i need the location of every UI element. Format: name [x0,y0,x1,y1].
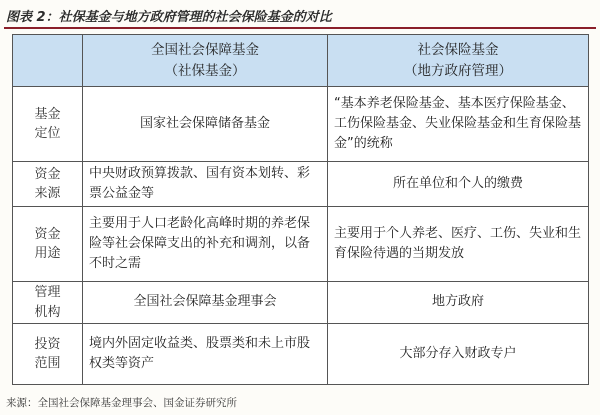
cell-funding-source-col1: 中央财政预算拨款、国有资本划转、彩票公益金等 [83,162,328,207]
cell-funding-source-col2: 所在单位和个人的缴费 [328,162,589,207]
cell-positioning-col2: “基本养老保险基金、基本医疗保险基金、工伤保险基金、失业保险基金和生育保险基金”的统称 [328,87,589,162]
figure-caption: 图表 2：社保基金与地方政府管理的社会保险基金的对比 [6,10,332,25]
cell-fund-usage-col2: 主要用于个人养老、医疗、工伤、失业和生育保险待遇的当期发放 [328,207,589,282]
cell-positioning-col1: 国家社会保障储备基金 [83,87,328,162]
cell-fund-usage-col1: 主要用于人口老龄化高峰时期的养老保险等社会保障支出的补充和调剂，以备不时之需 [83,207,328,282]
row-label-positioning: 基金定位 [13,87,83,162]
row-label-fund-usage: 资金用途 [13,207,83,282]
row-label-investment-scope: 投资范围 [13,324,83,385]
header-col2-subtitle: （地方政府管理） [404,62,512,79]
header-social-security-fund [83,35,328,87]
caption-rule [4,27,596,29]
row-label-funding-source: 资金来源 [13,162,83,207]
cell-investment-scope-col1: 境内外固定收益类、股票类和未上市股权类等资产 [83,324,328,385]
table-corner-cell [13,35,83,87]
header-col1-title: 全国社会保障基金 [151,42,259,59]
header-social-insurance-fund [328,35,589,87]
header-col2-title: 社会保险基金 [417,42,499,59]
cell-management-col2: 地方政府 [328,282,589,324]
header-col1-subtitle: （社保基金） [164,62,246,79]
cell-management-col1: 全国社会保障基金理事会 [83,282,328,324]
row-label-management: 管理机构 [13,282,83,324]
cell-investment-scope-col2: 大部分存入财政专户 [328,324,589,385]
comparison-table [12,34,589,385]
source-note: 来源：全国社会保障基金理事会、国金证券研究所 [6,397,237,409]
